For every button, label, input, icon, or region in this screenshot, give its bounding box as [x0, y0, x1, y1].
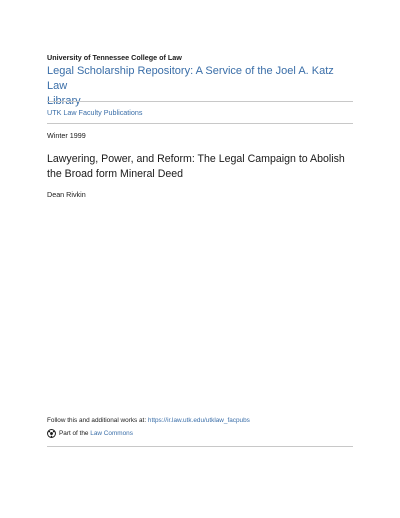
follow-url-link[interactable]: https://ir.law.utk.edu/utklaw_facpubs: [147, 417, 250, 424]
commons-network-icon: [47, 429, 56, 438]
part-of-text: Part of the: [59, 430, 89, 437]
institution-name: University of Tennessee College of Law: [47, 53, 182, 62]
divider-bottom: [47, 446, 353, 447]
collection-link[interactable]: UTK Law Faculty Publications: [47, 108, 143, 117]
author-name: Dean Rivkin: [47, 190, 86, 199]
publication-date: Winter 1999: [47, 131, 86, 140]
repository-name-line1: Legal Scholarship Repository: A Service of the Joel A. Katz Law: [47, 65, 334, 92]
divider-middle: [47, 123, 353, 124]
article-title: [47, 152, 353, 182]
article-title-line1: Lawyering, Power, and Reform: The Legal Campaign to Abolish: [47, 153, 345, 165]
follow-line: [47, 417, 250, 424]
repository-link[interactable]: [47, 64, 353, 109]
divider-top: [47, 101, 353, 102]
law-commons-link[interactable]: Law Commons: [90, 430, 133, 437]
repository-name-line2: Library: [47, 95, 81, 107]
cover-page: [47, 0, 353, 518]
part-of-line: [47, 429, 133, 438]
follow-text: Follow this and additional works at:: [47, 417, 148, 424]
article-title-line2: the Broad form Mineral Deed: [47, 168, 184, 180]
